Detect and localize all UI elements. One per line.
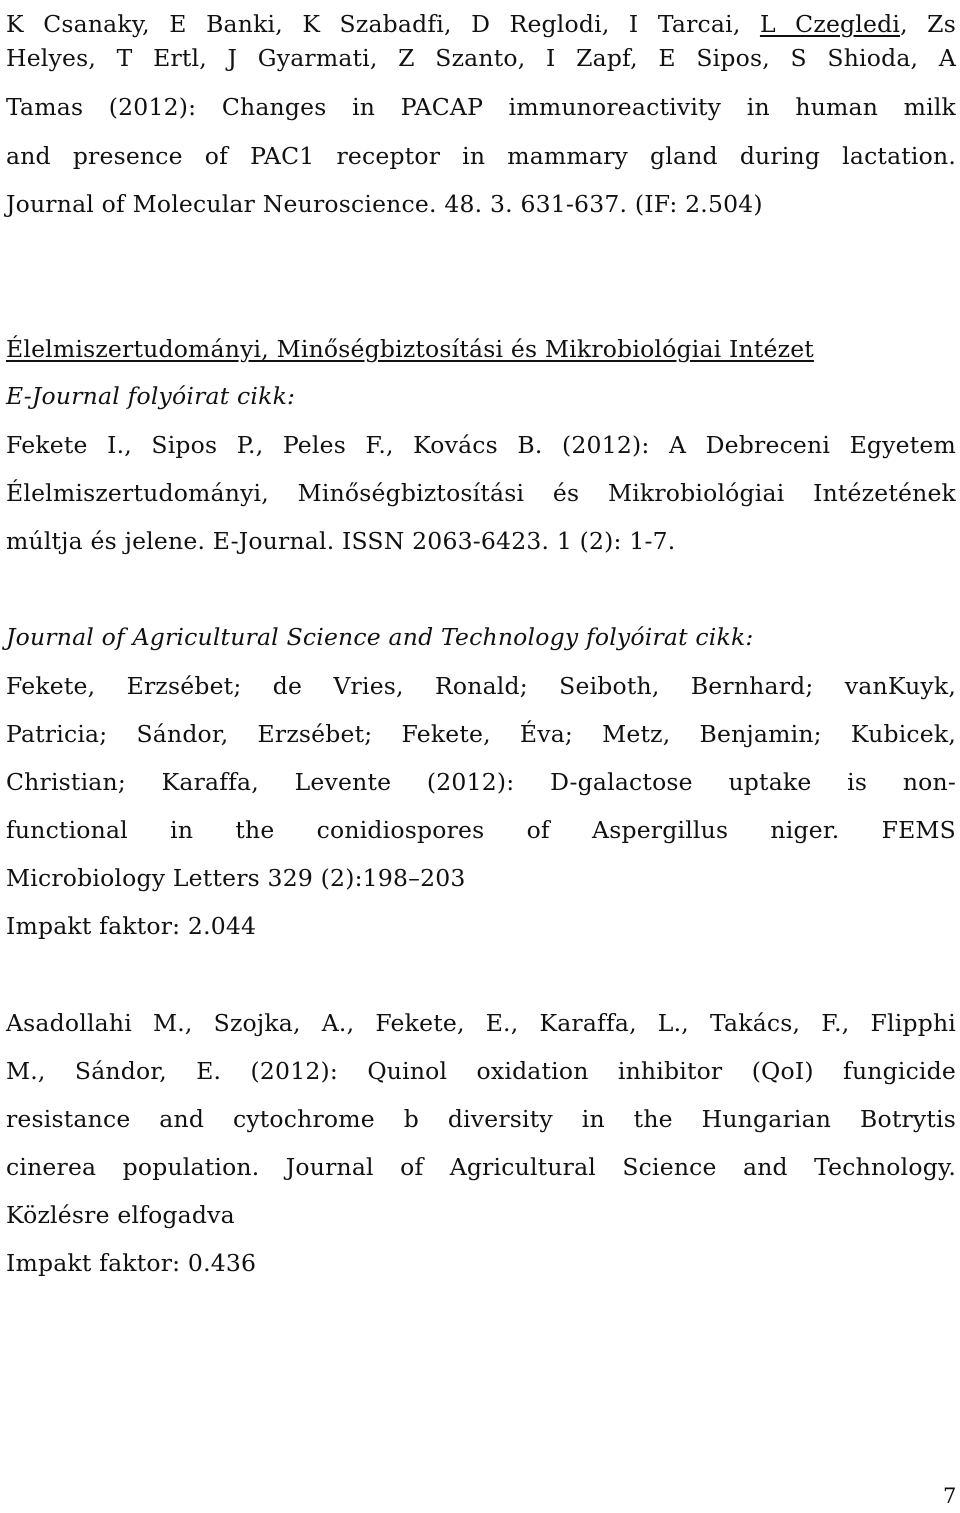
citation-text: K Csanaky, E Banki, K Szabadfi, D Reglodi, I Tarcai,: [6, 10, 760, 38]
citation-pacap-line-2: Helyes, T Ertl, J Gyarmati, Z Szanto, I Zapf, E Sipos, S Shioda, A: [6, 44, 956, 72]
jast-subheading: Journal of Agricultural Science and Technology folyóirat cikk:: [6, 623, 754, 651]
citation-fems-line-2: Patricia; Sándor, Erzsébet; Fekete, Éva; Metz, Benjamin; Kubicek,: [6, 720, 956, 748]
page-number: 7: [943, 1484, 957, 1508]
impact-factor-qoi: Impakt faktor: 0.436: [6, 1249, 257, 1277]
impact-factor-fems: Impakt faktor: 2.044: [6, 912, 257, 940]
citation-fems-line-4: functional in the conidiospores of Aspergillus niger. FEMS: [6, 816, 956, 844]
highlighted-author: L Czegledi: [759, 10, 901, 38]
citation-pacap-line-5: Journal of Molecular Neuroscience. 48. 3. 631-637. (IF: 2.504): [6, 190, 763, 218]
citation-pacap-line-4: and presence of PAC1 receptor in mammary gland during lactation.: [6, 142, 956, 170]
institute-heading: Élelmiszertudományi, Minőségbiztosítási és Mikrobiológiai Intézet: [6, 335, 814, 363]
citation-ejournal-line-1: Fekete I., Sipos P., Peles F., Kovács B. (2012): A Debreceni Egyetem: [6, 431, 956, 459]
citation-fems-line-3: Christian; Karaffa, Levente (2012): D-galactose uptake is non-: [6, 768, 956, 796]
citation-qoi-line-4: cinerea population. Journal of Agricultural Science and Technology.: [6, 1153, 956, 1181]
citation-ejournal-line-3: múltja és jelene. E-Journal. ISSN 2063-6423. 1 (2): 1-7.: [6, 527, 676, 555]
citation-fems-line-1: Fekete, Erzsébet; de Vries, Ronald; Seiboth, Bernhard; vanKuyk,: [6, 672, 956, 700]
citation-text: , Zs: [900, 10, 956, 38]
ejournal-subheading: E-Journal folyóirat cikk:: [6, 382, 296, 410]
citation-fems-line-5: Microbiology Letters 329 (2):198–203: [6, 864, 466, 892]
citation-pacap-line-3: Tamas (2012): Changes in PACAP immunoreactivity in human milk: [6, 93, 956, 121]
citation-ejournal-line-2: Élelmiszertudományi, Minőségbiztosítási és Mikrobiológiai Intézetének: [6, 479, 956, 507]
citation-qoi-line-2: M., Sándor, E. (2012): Quinol oxidation inhibitor (QoI) fungicide: [6, 1057, 956, 1085]
citation-qoi-line-1: Asadollahi M., Szojka, A., Fekete, E., Karaffa, L., Takács, F., Flipphi: [6, 1009, 956, 1037]
citation-qoi-status: Közlésre elfogadva: [6, 1201, 235, 1229]
citation-qoi-line-3: resistance and cytochrome b diversity in the Hungarian Botrytis: [6, 1105, 956, 1133]
